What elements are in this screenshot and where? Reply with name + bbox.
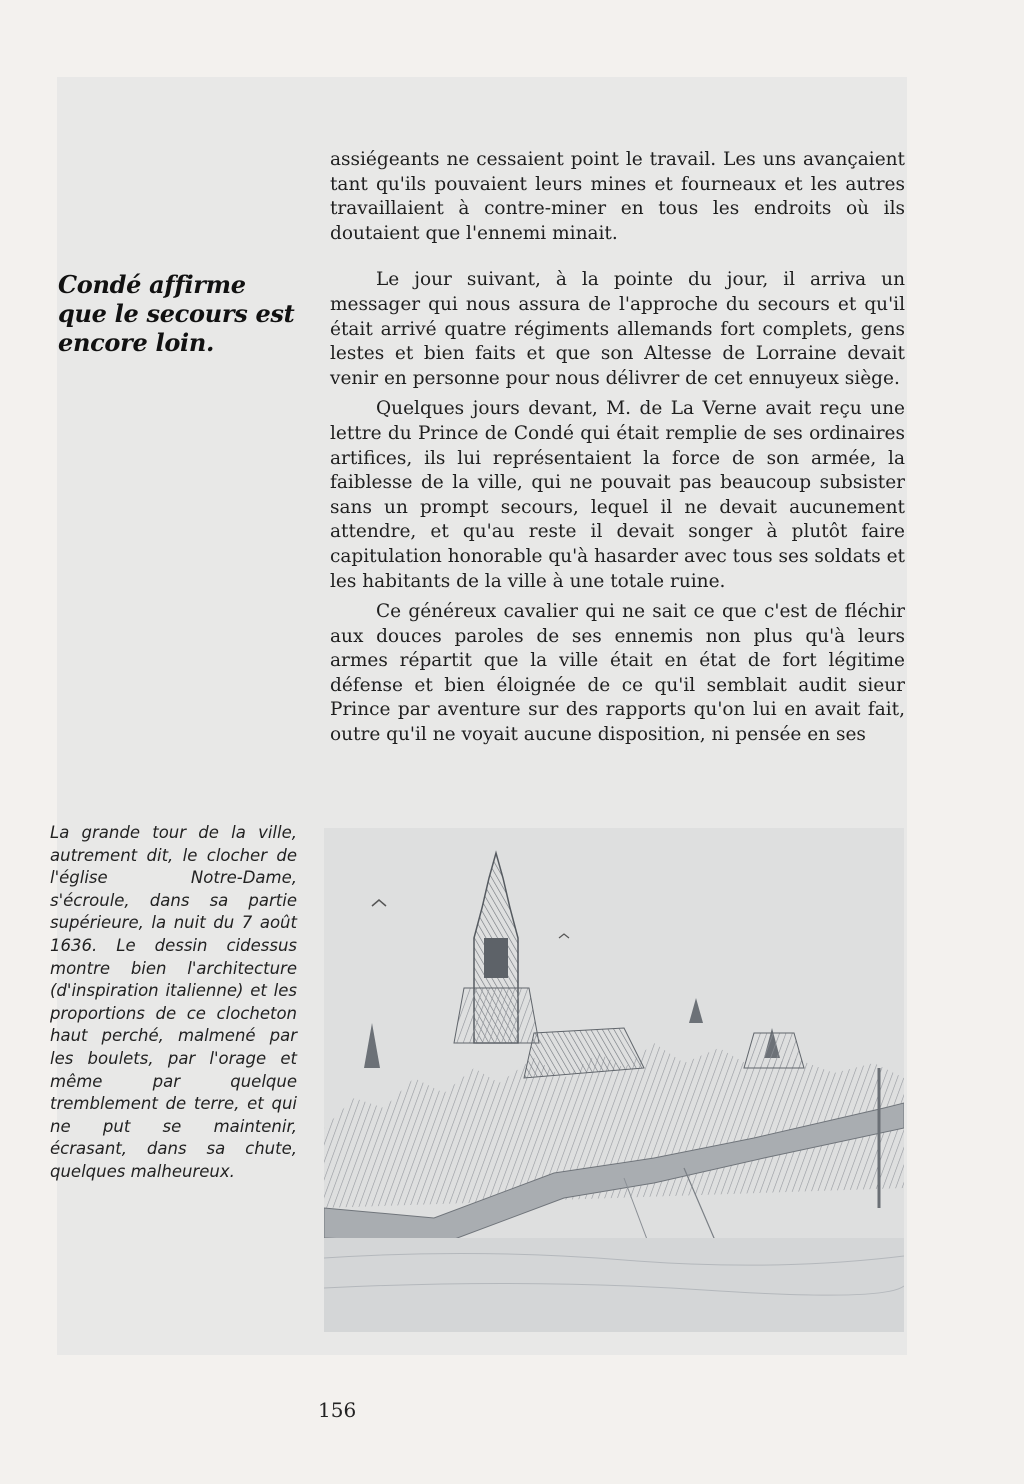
church-drawing-sketch xyxy=(324,828,904,1332)
body-paragraph: Le jour suivant, à la pointe du jour, il arriva un messager qui nous assura de l'approche du secours et qu'il était arrivé quatre régiments allemands fort complets, gens lestes et bien faits et que son Altesse de Lorraine devait venir en personne pour nous délivrer de cet ennuyeux siège. xyxy=(330,269,905,389)
sidebar-heading: Condé affirme que le secours est encore loin. xyxy=(58,270,295,357)
body-paragraph: assiégeants ne cessaient point le travail. Les uns avançaient tant qu'ils pouvaient leurs mines et fourneaux et les autres travaillaient à contre-miner en tous les endroits où ils doutaient que l'ennemi minait. xyxy=(330,149,905,244)
body-text xyxy=(330,148,905,748)
page-number: 156 xyxy=(318,1398,357,1422)
body-paragraph: Ce généreux cavalier qui ne sait ce que c'est de fléchir aux douces paroles de ses ennemis non plus qu'à leurs armes répartit que la ville était en état de fort légitime défense et bien éloignée de ce qu'il semblait audit sieur Prince par aventure sur des rapports qu'on lui en avait fait, outre qu'il ne voyait aucune disposition, ni pensée en ses xyxy=(330,601,905,746)
illustration-caption: La grande tour de la ville, autrement dit, le clocher de l'église Notre-Dame, s'écroule, dans sa partie supérieure, la nuit du 7 août 1636. Le dessin cidessus montre bien l'architecture (d'inspiration italienne) et les proportions de ce clocheton haut perché, malmené par les boulets, par l'orage et même par quelque tremblement de terre, et qui ne put se maintenir, écrasant, dans sa chute, quelques malheureux. xyxy=(50,823,297,1181)
body-paragraph: Quelques jours devant, M. de La Verne avait reçu une lettre du Prince de Condé qui était remplie de ses ordinaires artifices, ils lui représentaient la force de son armée, la faiblesse de la ville, qui ne pouvait pas beaucoup subsister sans un prompt secours, lequel il ne devait aucunement attendre, et qu'au reste il devait songer à plutôt faire capitulation honorable qu'à hasarder avec tous ses soldats et les habitants de la ville à une totale ruine. xyxy=(330,398,905,592)
church-drawing xyxy=(324,828,904,1332)
